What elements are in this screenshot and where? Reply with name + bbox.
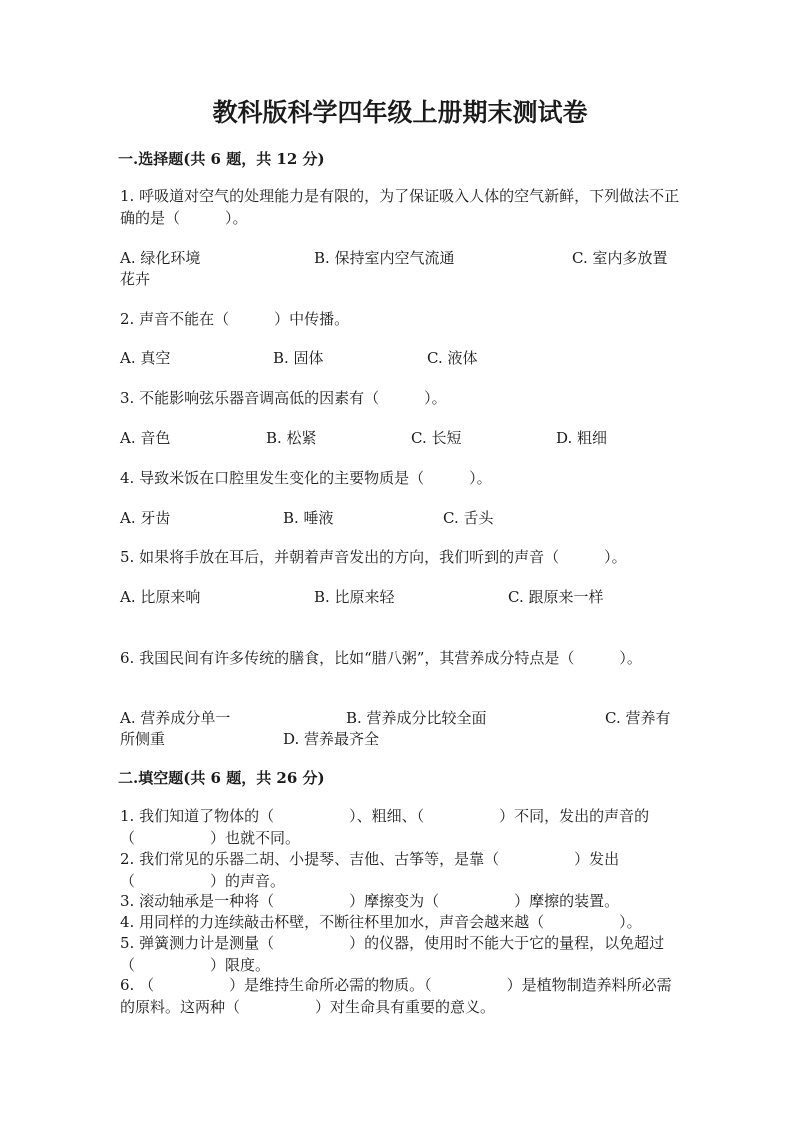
question-3-option-c: C. 长短 <box>411 429 462 447</box>
question-6-option-c: C. 营养有 <box>605 709 671 727</box>
fill-item-4: 4. 用同样的力连续敲击杯壁，不断往杯里加水，声音会越来越（ ）。 <box>120 913 642 931</box>
question-4-stem: 4. 导致米饭在口腔里发生变化的主要物质是（ ）。 <box>120 469 492 487</box>
question-6-option-a: A. 营养成分单一 <box>120 709 231 727</box>
question-3-stem: 3. 不能影响弦乐器音调高低的因素有（ ）。 <box>120 389 447 407</box>
fill-item-3: 3. 滚动轴承是一种将（ ）摩擦变为（ ）摩擦的装置。 <box>120 892 620 910</box>
fill-item-2: 2. 我们常见的乐器二胡、小提琴、吉他、古筝等，是靠（ ）发出（ ）的声音。 <box>120 850 620 890</box>
fill-item-6: 6. （ ）是维持生命所必需的物质。（ ）是植物制造养料所必需的原料。这两种（ ）对生命具有重要的意义。 <box>120 976 672 1016</box>
question-6-option-c-wrap: 所侧重 <box>120 730 166 748</box>
question-1-option-a: A. 绿化环境 <box>120 249 201 267</box>
question-2-stem: 2. 声音不能在（ ）中传播。 <box>120 310 350 328</box>
page-title: 教科版科学四年级上册期末测试卷 <box>212 98 588 127</box>
question-4-option-c: C. 舌头 <box>443 509 494 527</box>
question-2-option-c: C. 液体 <box>427 349 478 367</box>
question-5-stem: 5. 如果将手放在耳后，并朝着声音发出的方向，我们听到的声音（ ）。 <box>120 548 627 566</box>
fill-item-1: 1. 我们知道了物体的（ ）、粗细、（ ）不同，发出的声音的（ ）也就不同。 <box>120 807 650 847</box>
question-3-option-a: A. 音色 <box>120 429 171 447</box>
question-5-option-c: C. 跟原来一样 <box>508 588 604 606</box>
question-5-option-a: A. 比原来响 <box>120 588 201 606</box>
question-5-option-b: B. 比原来轻 <box>314 588 395 606</box>
question-3-option-d: D. 粗细 <box>556 429 608 447</box>
question-1-stem: 1. 呼吸道对空气的处理能力是有限的，为了保证吸入人体的空气新鲜，下列做法不正确的是（ ）。 <box>120 187 680 227</box>
section-heading-fill: 二.填空题(共 6 题，共 26 分) <box>118 769 325 787</box>
question-2-option-a: A. 真空 <box>120 349 171 367</box>
question-6-option-d: D. 营养最齐全 <box>283 730 380 748</box>
question-1-option-c-wrap: 花卉 <box>120 270 151 288</box>
question-6-stem: 6. 我国民间有许多传统的膳食，比如“腊八粥”，其营养成分特点是（ ）。 <box>120 649 642 667</box>
question-3-option-b: B. 松紧 <box>266 429 317 447</box>
fill-item-5: 5. 弹簧测力计是测量（ ）的仪器，使用时不能大于它的量程，以免超过（ ）限度。 <box>120 934 665 974</box>
section-heading-choice: 一.选择题(共 6 题，共 12 分) <box>118 150 325 168</box>
question-6-option-b: B. 营养成分比较全面 <box>346 709 487 727</box>
question-4-option-b: B. 唾液 <box>283 509 334 527</box>
question-2-option-b: B. 固体 <box>273 349 324 367</box>
question-4-option-a: A. 牙齿 <box>120 509 171 527</box>
question-1-option-b: B. 保持室内空气流通 <box>314 249 455 267</box>
question-1-option-c: C. 室内多放置 <box>572 249 668 267</box>
